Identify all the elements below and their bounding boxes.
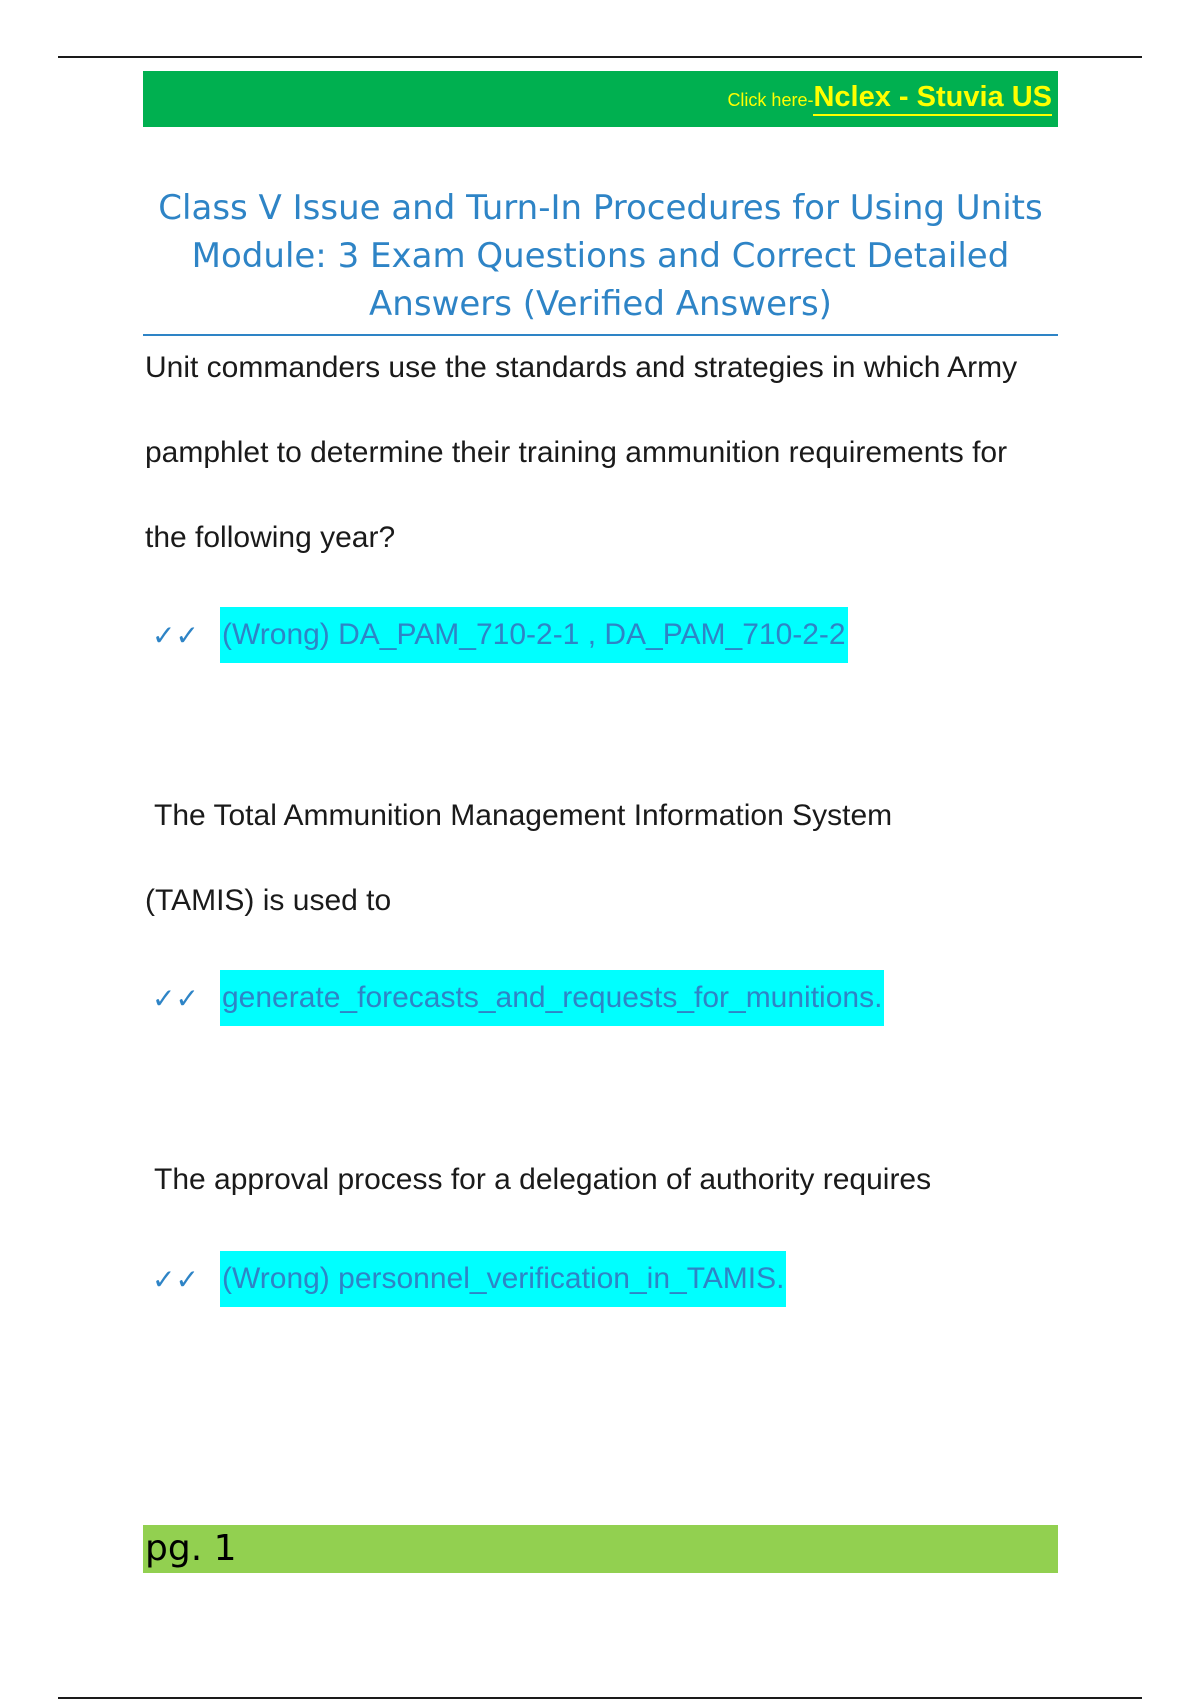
promo-banner xyxy=(143,71,1058,127)
banner-link[interactable] xyxy=(727,81,1052,114)
title-line-3: Answers (Verified Answers) xyxy=(369,284,832,324)
title-line-2: Module: 3 Exam Questions and Correct Detailed xyxy=(191,236,1010,276)
page-footer-bar xyxy=(143,1525,1058,1573)
top-rule xyxy=(58,56,1142,58)
answer-row-3 xyxy=(152,1251,786,1307)
answer-1-text: (Wrong) DA_PAM_710-2-1 , DA_PAM_710-2-2 xyxy=(220,607,848,663)
double-check-icon: ✓✓ xyxy=(152,1262,199,1296)
answer-3-text: (Wrong) personnel_verification_in_TAMIS. xyxy=(220,1251,786,1307)
answer-row-1 xyxy=(152,607,848,663)
banner-prefix: Click here- xyxy=(727,90,814,110)
bottom-rule xyxy=(58,1697,1142,1699)
document-title xyxy=(143,184,1058,336)
page-number: pg. 1 xyxy=(145,1528,237,1569)
title-line-1: Class V Issue and Turn-In Procedures for Using Units xyxy=(158,188,1043,228)
answer-row-2 xyxy=(152,970,884,1026)
answer-2-text: generate_forecasts_and_requests_for_munitions. xyxy=(220,970,884,1026)
question-1-text: Unit commanders use the standards and strategies in which Army pamphlet to determine their training ammunition requirements for the following year? xyxy=(145,351,1018,554)
question-2-text-line-1: The Total Ammunition Management Information System xyxy=(154,799,893,832)
question-2-text-line-2: (TAMIS) is used to xyxy=(145,884,392,917)
double-check-icon: ✓✓ xyxy=(152,981,199,1015)
banner-link-text[interactable]: Nclex - Stuvia US xyxy=(813,81,1052,116)
question-3-text: The approval process for a delegation of authority requires xyxy=(154,1163,932,1196)
double-check-icon: ✓✓ xyxy=(152,618,199,652)
